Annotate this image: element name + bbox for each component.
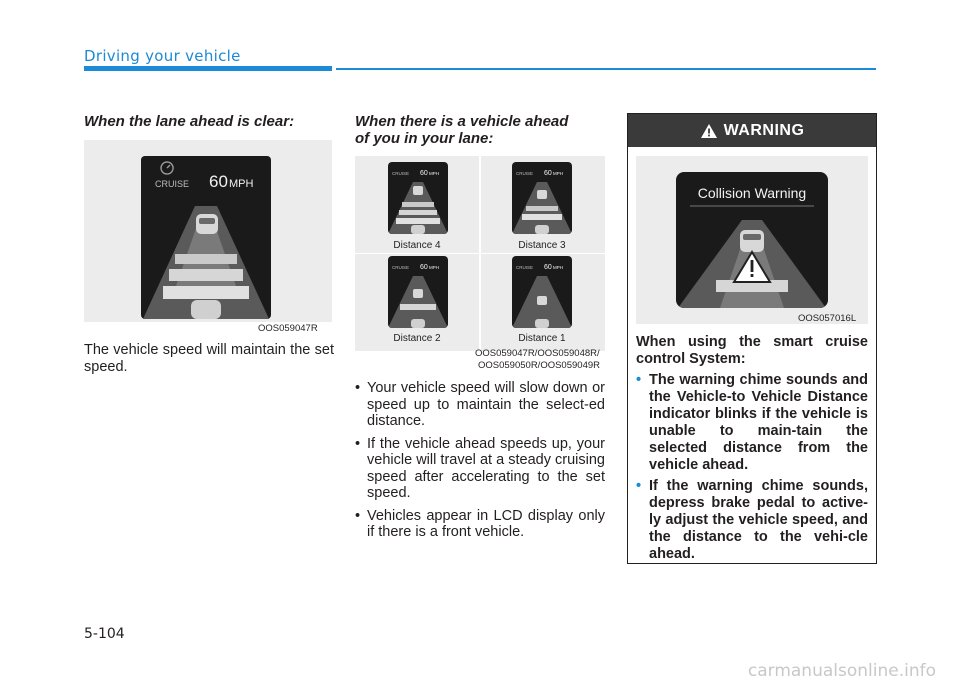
page-number: 5-104 xyxy=(84,626,125,642)
section-title: Driving your vehicle xyxy=(84,47,241,65)
panel-divider xyxy=(479,156,481,351)
vehicle-ahead-heading xyxy=(355,113,605,147)
front-vehicle-icon xyxy=(413,186,423,195)
front-vehicle-icon xyxy=(537,296,547,305)
cluster-screen-distance-4 xyxy=(388,162,448,234)
collision-warning-illustration xyxy=(636,156,868,324)
speed-value: 60 xyxy=(544,264,552,271)
collision-warning-screen xyxy=(676,172,828,308)
front-vehicle-icon xyxy=(740,230,764,252)
lane-clear-heading: When the lane ahead is clear: xyxy=(84,113,295,130)
maintain-speed-paragraph: The vehicle speed will maintain the set speed. xyxy=(84,342,334,375)
speed-value: 60 xyxy=(209,172,228,191)
own-vehicle-icon xyxy=(411,319,425,328)
header-rule-thin xyxy=(336,68,876,70)
cruise-label: CRUISE xyxy=(392,171,410,176)
warning-image-code: OOS057016L xyxy=(798,313,857,324)
speed-value: 60 xyxy=(544,170,552,177)
own-vehicle-icon xyxy=(411,225,425,234)
image-code-line1: OOS059047R/OOS059048R/ xyxy=(475,348,600,359)
distance-3-label: Distance 3 xyxy=(518,240,566,251)
speed-unit: MPH xyxy=(429,265,439,270)
speed-unit: MPH xyxy=(553,265,563,270)
distance-bar xyxy=(175,254,237,264)
cruise-behavior-list xyxy=(355,380,605,547)
list-item: • The warning chime sounds and the Vehicle-to Vehicle Distance indicator blinks if the vehicle is unable to main-tain the selected distance from the vehicle ahead. xyxy=(636,372,868,474)
speed-unit: MPH xyxy=(429,171,439,176)
collision-warning-text: Collision Warning xyxy=(697,185,807,201)
cluster-screen-distance-3 xyxy=(512,162,572,234)
cluster-screen-distance-2 xyxy=(388,256,448,328)
cruise-label: CRUISE xyxy=(516,171,534,176)
speed-value: 60 xyxy=(420,170,428,177)
watermark: carmanualsonline.info xyxy=(747,661,936,681)
cruise-gauge-icon xyxy=(161,162,173,174)
cluster-screen-clear xyxy=(141,156,271,319)
front-vehicle-icon xyxy=(196,214,218,234)
image-code: OOS059047R xyxy=(258,323,318,334)
speed-unit: MPH xyxy=(553,171,563,176)
image-code-line2: OOS059050R/OOS059049R xyxy=(478,360,600,371)
list-item: • If the vehicle ahead speeds up, your vehicle will travel at a steady cruising speed after accelerating to the set speed. xyxy=(355,436,605,502)
own-vehicle-icon xyxy=(191,300,221,319)
list-item: • If the warning chime sounds, depress brake pedal to active-ly adjust the vehicle speed, and the distance to the vehi-cle ahead. xyxy=(636,478,868,563)
own-vehicle-icon xyxy=(535,225,549,234)
vehicle-ahead-heading-line1: When there is a vehicle ahead xyxy=(355,113,569,130)
distance-bar xyxy=(169,269,243,281)
warning-intro: When using the smart cruise control System: xyxy=(636,334,868,367)
front-vehicle-icon xyxy=(413,289,423,298)
speed-value: 60 xyxy=(420,264,428,271)
list-item: • Your vehicle speed will slow down or speed up to maintain the select-ed distance. xyxy=(355,380,605,430)
distance-4-label: Distance 4 xyxy=(393,240,441,251)
warning-triangle-icon xyxy=(700,123,718,139)
warning-box xyxy=(627,113,877,564)
cruise-label: CRUISE xyxy=(392,265,410,270)
list-item: • Vehicles appear in LCD display only if there is a front vehicle. xyxy=(355,508,605,541)
speed-unit: MPH xyxy=(229,178,254,190)
warning-list xyxy=(636,372,868,567)
distance-1-label: Distance 1 xyxy=(518,333,566,344)
own-vehicle-icon xyxy=(535,319,549,328)
cruise-label: CRUISE xyxy=(516,265,534,270)
warning-header xyxy=(628,114,876,147)
front-vehicle-icon xyxy=(537,190,547,199)
distance-bar xyxy=(163,286,249,299)
cruise-label: CRUISE xyxy=(155,179,190,189)
warning-title: WARNING xyxy=(723,121,805,139)
header-rule-thick xyxy=(84,66,332,71)
distance-2-label: Distance 2 xyxy=(393,333,441,344)
vehicle-ahead-heading-line2: of you in your lane: xyxy=(355,130,494,147)
cluster-screen-distance-1 xyxy=(512,256,572,328)
